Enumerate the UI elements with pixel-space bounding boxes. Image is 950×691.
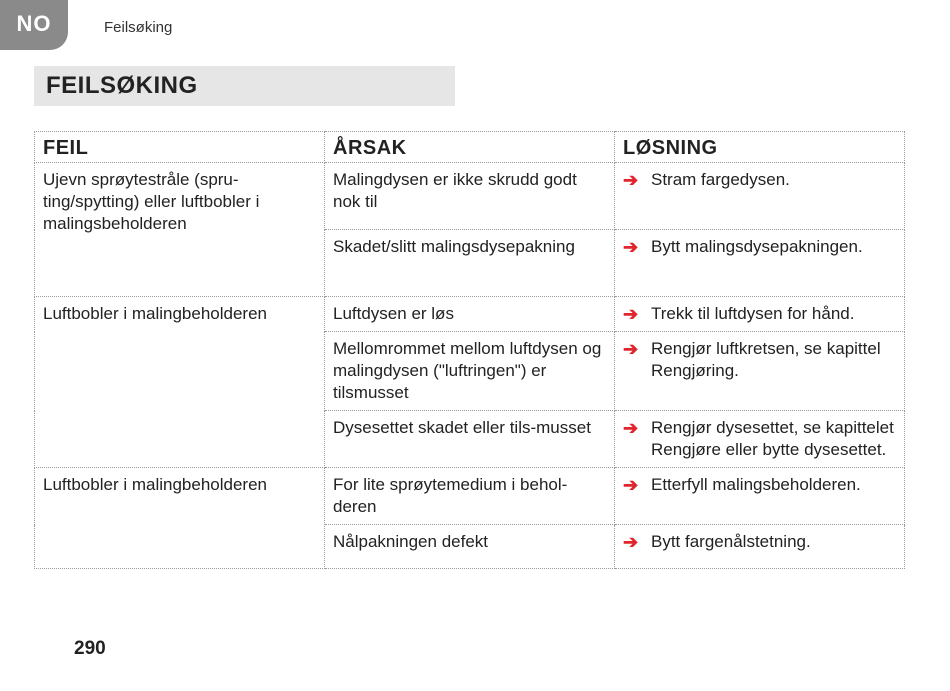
arrow-right-icon: ➔ (623, 339, 639, 359)
arrow-right-icon: ➔ (623, 237, 639, 257)
header-cause: ÅRSAK (325, 132, 615, 163)
table-row (35, 468, 905, 525)
cause-cell: Malingdysen er ikke skrudd godt nok til (325, 163, 615, 230)
arrow-right-icon: ➔ (623, 418, 639, 438)
fault-cell: Luftbobler i malingbeholderen (35, 297, 325, 468)
solution-cell (615, 332, 905, 411)
solution-text: Rengjør luftkretsen, se kapittel Rengjøring. (651, 339, 881, 380)
fault-cell: Luftbobler i malingbeholderen (35, 468, 325, 569)
solution-text: Bytt fargenålstetning. (651, 532, 811, 551)
language-tab: NO (0, 0, 68, 50)
table-header-row (35, 132, 905, 163)
solution-cell (615, 411, 905, 468)
solution-text: Etterfyll malingsbeholderen. (651, 475, 861, 494)
cause-cell: Dysesettet skadet eller tils-musset (325, 411, 615, 468)
troubleshooting-table (34, 131, 905, 569)
arrow-right-icon: ➔ (623, 304, 639, 324)
cause-cell: Skadet/slitt malingsdysepakning (325, 230, 615, 297)
solution-text: Bytt malingsdysepakningen. (651, 237, 863, 256)
cause-cell: Luftdysen er løs (325, 297, 615, 332)
solution-cell (615, 230, 905, 297)
arrow-right-icon: ➔ (623, 475, 639, 495)
table-row (35, 297, 905, 332)
solution-text: Trekk til luftdysen for hånd. (651, 304, 855, 323)
section-title: FEILSØKING (46, 72, 198, 99)
arrow-right-icon: ➔ (623, 170, 639, 190)
cause-cell: Nålpakningen defekt (325, 525, 615, 569)
header-fault: FEIL (35, 132, 325, 163)
running-head: Feilsøking (104, 19, 173, 36)
arrow-right-icon: ➔ (623, 532, 639, 552)
cause-cell: For lite sprøytemedium i behol-deren (325, 468, 615, 525)
solution-cell (615, 297, 905, 332)
table-row (35, 163, 905, 230)
solution-text: Rengjør dysesettet, se kapittelet Rengjøre eller bytte dysesettet. (651, 418, 894, 459)
cause-cell: Mellomrommet mellom luftdysen og malingdysen ("luftringen") er tilsmusset (325, 332, 615, 411)
solution-cell (615, 525, 905, 569)
solution-cell (615, 468, 905, 525)
fault-cell: Ujevn sprøytestråle (spru-ting/spytting) eller luftbobler i malingsbeholderen (35, 163, 325, 297)
section-title-bar (34, 66, 455, 106)
page-number: 290 (74, 638, 106, 659)
solution-text: Stram fargedysen. (651, 170, 790, 189)
header-solution: LØSNING (615, 132, 905, 163)
solution-cell (615, 163, 905, 230)
